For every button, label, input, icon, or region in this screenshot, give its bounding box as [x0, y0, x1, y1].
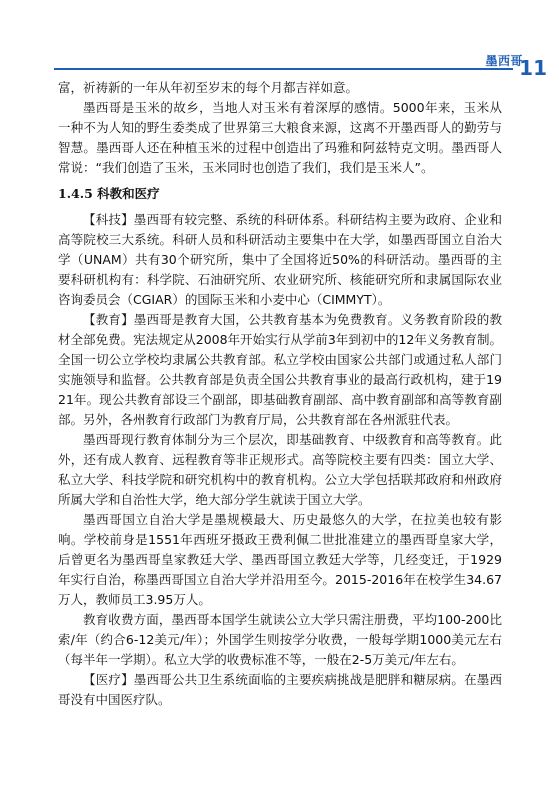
paragraph-unam: 墨西哥国立自治大学是墨规模最大、历史最悠久的大学，在拉美也较有影响。学校前身是1551年西班牙摄政王费利佩二世批准建立的墨西哥皇家大学，后曾更名为墨西哥皇家教廷大学、墨西哥国立教廷大学等，几经变迁，于1929年实行自治，称墨西哥国立自治大学并沿用至今。2015-2016年在校学生34.67万人，教师员工3.95万人。	[58, 512, 502, 607]
header-rule	[54, 68, 513, 70]
paragraph-science: 【科技】墨西哥有较完整、系统的科研体系。科研结构主要为政府、企业和高等院校三大系统。科研人员和科研活动主要集中在大学，如墨西哥国立自治大学（UNAM）共有30个研究所，集中了全国将近50%的科研活动。墨西哥的主要科研机构有：科学院、石油研究所、农业研究所、核能研究所和隶属国际农业咨询委员会（CGIAR）的国际玉米和小麦中心（CIMMYT）。	[58, 212, 502, 307]
page-header	[0, 0, 559, 80]
paragraph-education: 【教育】墨西哥是教育大国，公共教育基本为免费教育。义务教育阶段的教材全部免费。宪法规定从2008年开始实行从学前3年到初中的12年义务教育制。全国一切公立学校均隶属公共教育部。私立学校由国家公共部门或通过私人部门实施领导和监督。公共教育部是负责全国公共教育事业的最高行政机构，建于1921年。现公共教育部设三个副部，即基础教育副部、高中教育副部和高等教育副部。另外，各州教育行政部门为教育厅局，公共教育部在各州派驻代表。	[58, 312, 502, 427]
page-body	[58, 78, 502, 710]
paragraph-tuition: 教育收费方面，墨西哥本国学生就读公立大学只需注册费，平均100-200比索/年（约合6-12美元/年）；外国学生则按学分收费，一般每学期1000美元左右（每半年一学期）。私立大学的收费标准不等，一般在2-5万美元/年左右。	[58, 612, 502, 667]
page-number: 11	[519, 56, 547, 80]
chapter-title: 墨西哥	[485, 54, 523, 68]
section-heading: 1.4.5 科教和医疗	[58, 186, 160, 201]
paragraph-continued: 富，祈祷新的一年从年初至岁末的每个月都吉祥如意。	[58, 80, 359, 95]
paragraph-medical: 【医疗】墨西哥公共卫生系统面临的主要疾病挑战是肥胖和糖尿病。在墨西哥没有中国医疗队。	[58, 672, 502, 707]
paragraph-education-system: 墨西哥现行教育体制分为三个层次，即基础教育、中级教育和高等教育。此外，还有成人教育、远程教育等非正规形式。高等院校主要有四类：国立大学、私立大学、科技学院和研究机构中的教育机构。公立大学包括联邦政府和州政府所属大学和自治性大学，绝大部分学生就读于国立大学。	[58, 432, 502, 507]
paragraph-corn: 墨西哥是玉米的故乡，当地人对玉米有着深厚的感情。5000年来，玉米从一种不为人知的野生委类成了世界第三大粮食来源，这离不开墨西哥人的勤劳与智慧。墨西哥人还在种植玉米的过程中创造出了玛雅和阿兹特克文明。墨西哥人常说：“我们创造了玉米，玉米同时也创造了我们，我们是玉米人”。	[58, 100, 502, 175]
